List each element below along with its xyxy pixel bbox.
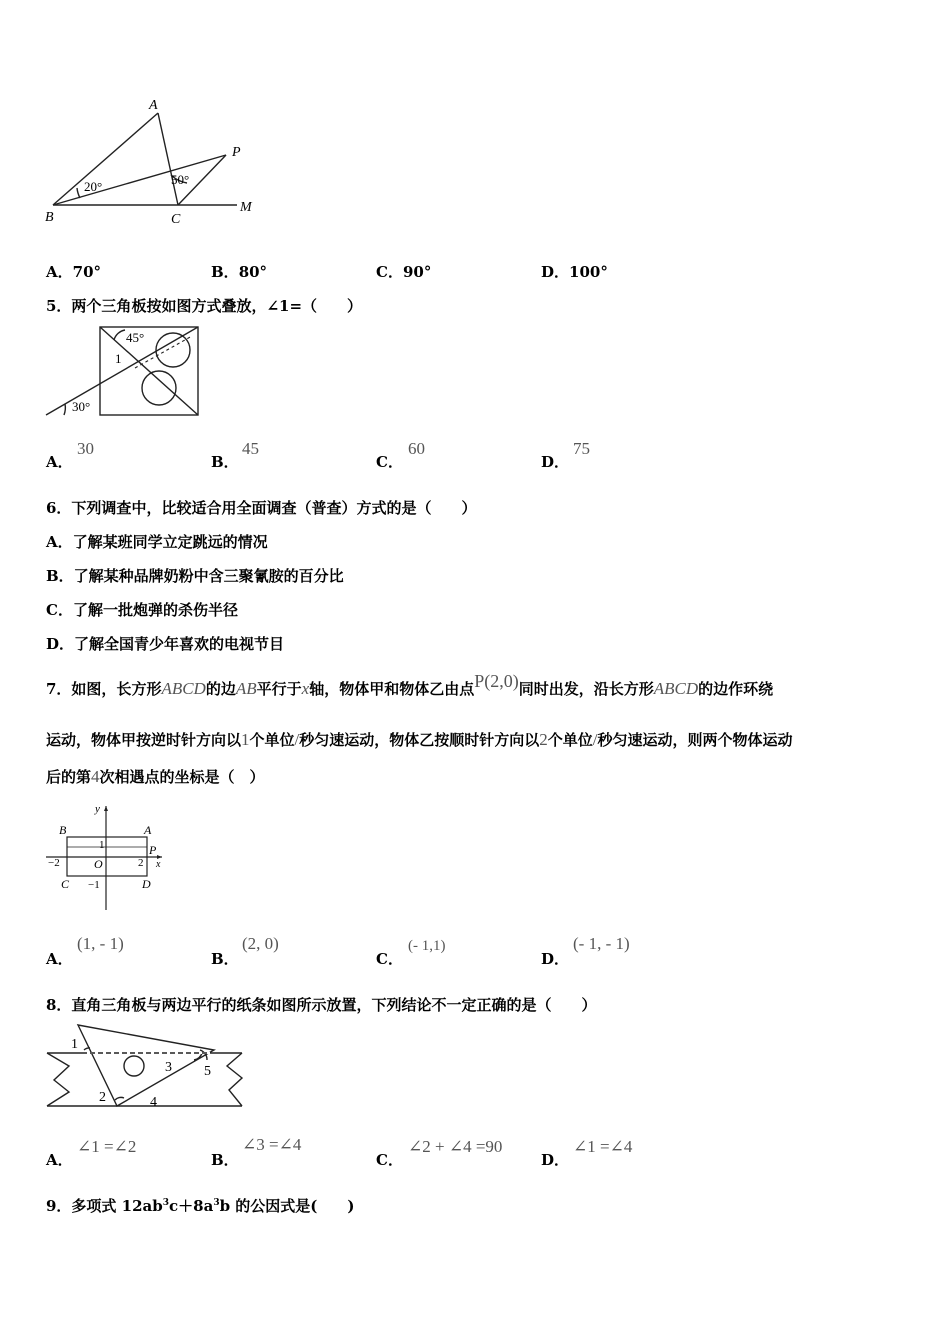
q7-math-1: 1 <box>241 730 250 749</box>
q5-angle-45: 45° <box>126 330 145 345</box>
q4-option-d[interactable] <box>541 261 608 282</box>
q5-option-b-letter: B． <box>211 453 239 471</box>
q7-text-2d: 个单位 <box>547 731 593 749</box>
q7-text-1b: 的边 <box>205 680 236 698</box>
q8-option-a-value: ∠1 =∠2 <box>77 1137 137 1156</box>
q5-option-a[interactable] <box>46 451 73 472</box>
q5-option-c-letter: C． <box>376 453 403 471</box>
q5-option-a-letter: A． <box>46 453 73 471</box>
q4-label-m: M <box>240 200 252 215</box>
q7-text-3b: 次相遇点的坐标是（ ） <box>99 768 265 786</box>
q6-option-b[interactable]: B．了解某种品牌奶粉中含三聚氰胺的百分比 <box>46 567 344 585</box>
q8-option-a[interactable] <box>46 1149 73 1170</box>
q8-option-d-letter: D． <box>541 1151 570 1169</box>
q7-text-2c: 秒匀速运动，物体乙按顺时针方向以 <box>299 731 540 749</box>
q9-stem <box>46 1195 354 1216</box>
q7-math-abcd-2: ABCD <box>653 679 699 698</box>
q5-triangle-boards-figure <box>42 322 207 420</box>
q5-option-c[interactable] <box>376 451 403 472</box>
q7-option-c-value: (- 1,1) <box>408 938 446 954</box>
q5-option-d[interactable] <box>541 451 569 472</box>
q7-math-p: P(2,0) <box>474 671 519 691</box>
q6-stem: 6．下列调查中，比较适合用全面调查（普查）方式的是（ ） <box>46 499 477 517</box>
q4-angle-b: 20° <box>84 179 103 194</box>
q7-option-a-letter: A． <box>46 950 73 968</box>
q7-text-1f: 的边作环绕 <box>698 680 774 698</box>
q4-option-c-letter: C． <box>376 263 403 281</box>
q7-label-o: O <box>94 857 103 871</box>
q4-triangle-figure <box>40 95 270 230</box>
q7-label-d: D <box>142 877 151 891</box>
q7-text-1a: 7．如图，长方形 <box>46 680 162 698</box>
q7-option-d-value: (- 1, - 1) <box>573 934 630 953</box>
q5-angle-30: 30° <box>72 399 91 414</box>
q7-label-p: P <box>149 843 157 857</box>
q4-label-a: A <box>149 98 158 113</box>
q7-tick-2: 2 <box>138 857 144 869</box>
q5-option-d-letter: D． <box>541 453 570 471</box>
q8-label-3: 3 <box>165 1060 172 1075</box>
q7-math-x: x <box>301 679 310 698</box>
q7-tick-m2: −2 <box>48 857 60 869</box>
q7-math-abcd: ABCD <box>161 679 206 698</box>
q4-option-d-letter: D． <box>541 263 570 281</box>
q8-label-4: 4 <box>150 1095 157 1110</box>
q7-stem-line3 <box>46 766 265 787</box>
q4-angle-c: 50° <box>171 172 190 187</box>
q8-stem: 8．直角三角板与两边平行的纸条如图所示放置，下列结论不一定正确的是（ ） <box>46 996 597 1014</box>
q7-label-a: A <box>144 823 152 837</box>
q4-option-d-value: 100° <box>569 263 608 281</box>
q8-option-c-value: ∠2 + ∠4 =90 <box>408 1137 503 1156</box>
q7-tick-m1: −1 <box>88 879 100 891</box>
q7-option-d-letter: D． <box>541 950 570 968</box>
q7-text-2a: 运动，物体甲按逆时针方向以 <box>46 731 242 749</box>
q7-stem-line2 <box>46 729 793 750</box>
q7-axis-y: y <box>95 803 100 815</box>
q8-option-c-letter: C． <box>376 1151 403 1169</box>
q7-tick-1: 1 <box>99 839 105 851</box>
q7-text-1d: 轴，物体甲和物体乙由点 <box>309 680 475 698</box>
q4-option-b-letter: B． <box>211 263 239 281</box>
q8-triangle-strip-figure <box>42 1020 252 1112</box>
q9-sup-2: 3 <box>213 1198 220 1208</box>
q6-option-a[interactable]: A．了解某班同学立定跳远的情况 <box>46 533 268 551</box>
q4-option-c[interactable] <box>376 261 431 282</box>
q7-math-ab: AB <box>235 679 257 698</box>
q4-label-p: P <box>232 145 241 160</box>
q7-option-c[interactable] <box>376 948 403 969</box>
q7-option-b[interactable] <box>211 948 239 969</box>
q7-axis-x: x <box>156 859 161 870</box>
q5-angle-1: 1 <box>115 351 122 366</box>
q7-option-a-value: (1, - 1) <box>77 934 124 953</box>
q8-option-b[interactable] <box>211 1149 239 1170</box>
q7-option-c-letter: C． <box>376 950 403 968</box>
q7-label-b: B <box>59 823 67 837</box>
q7-text-1c: 平行于 <box>256 680 302 698</box>
q7-label-c: C <box>61 877 70 891</box>
q5-option-b[interactable] <box>211 451 239 472</box>
q4-label-b: B <box>45 210 54 225</box>
q8-label-5: 5 <box>204 1064 211 1079</box>
q4-option-b-value: 80° <box>238 263 268 281</box>
q8-option-a-letter: A． <box>46 1151 73 1169</box>
q9-text-a: 9．多项式 12ab <box>46 1197 163 1215</box>
q7-option-b-letter: B． <box>211 950 239 968</box>
q9-text-b: c＋8a <box>169 1197 214 1215</box>
q8-option-d-value: ∠1 =∠4 <box>573 1137 633 1156</box>
q8-option-b-value: ∠3 =∠4 <box>242 1135 302 1154</box>
q7-coordinate-figure <box>44 800 169 915</box>
q4-option-a-value: 70° <box>72 263 102 281</box>
q5-stem: 5．两个三角板按如图方式叠放，∠1=（ ） <box>46 297 363 315</box>
q4-option-c-value: 90° <box>402 263 432 281</box>
q7-text-3a: 后的第 <box>46 768 92 786</box>
q7-text-1e: 同时出发，沿长方形 <box>518 680 654 698</box>
q4-option-b[interactable] <box>211 261 267 282</box>
q6-option-d[interactable]: D．了解全国青少年喜欢的电视节目 <box>46 635 285 653</box>
q7-math-2: 2 <box>539 730 548 749</box>
q8-label-2: 2 <box>99 1090 106 1105</box>
q7-stem-line1 <box>46 671 774 699</box>
q8-option-b-letter: B． <box>211 1151 239 1169</box>
q7-option-d[interactable] <box>541 948 569 969</box>
q7-math-slash-2: / <box>592 730 598 749</box>
q7-option-b-value: (2, 0) <box>242 934 279 953</box>
q5-option-d-value: 75 <box>573 439 590 458</box>
q7-math-4: 4 <box>91 767 100 786</box>
q5-option-c-value: 60 <box>408 439 425 458</box>
q9-sup-1: 3 <box>162 1198 170 1208</box>
q8-option-d[interactable] <box>541 1149 569 1170</box>
q5-option-a-value: 30 <box>77 439 94 458</box>
q7-option-a[interactable] <box>46 948 73 969</box>
q7-text-2b: 个单位 <box>249 731 295 749</box>
q6-option-c[interactable]: C．了解一批炮弹的杀伤半径 <box>46 601 238 619</box>
q7-math-slash: / <box>294 730 300 749</box>
q4-option-a-letter: A． <box>46 263 73 281</box>
q7-text-2e: 秒匀速运动，则两个物体运动 <box>597 731 793 749</box>
q9-text-c: b 的公因式是( ) <box>219 1197 355 1215</box>
q8-option-c[interactable] <box>376 1149 403 1170</box>
q4-option-a[interactable] <box>46 261 101 282</box>
q8-label-1: 1 <box>71 1037 78 1052</box>
q4-label-c: C <box>171 212 181 227</box>
q5-option-b-value: 45 <box>242 439 259 458</box>
